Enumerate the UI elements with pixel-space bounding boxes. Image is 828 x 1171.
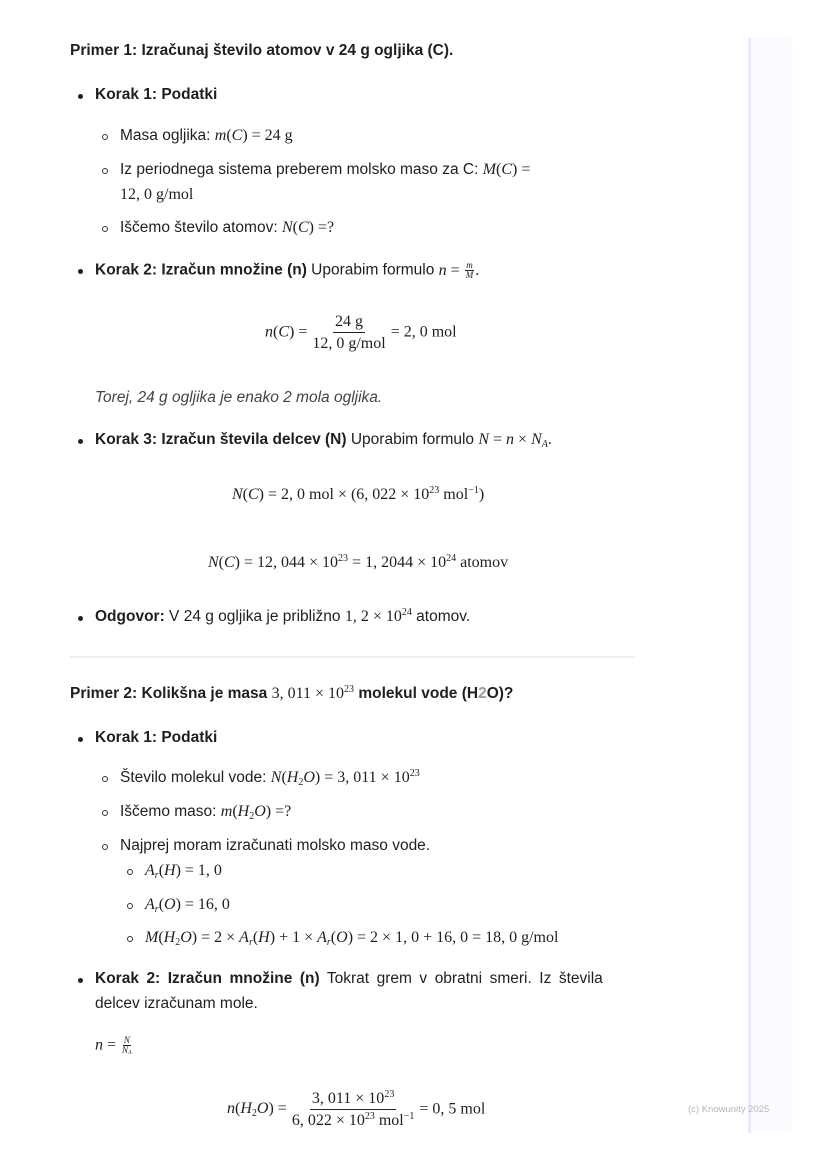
watermark: (c) Knowunity 2025 — [688, 1104, 770, 1115]
example2-molar-mass-calc: $M(H_2O) = 2 \times A_r(H) + 1 \times A_r(O) = 2 \times 1$, 0 + 16, 0 = 18, 0 g/mol — [145, 929, 559, 948]
math: N(C) =? — [281, 219, 335, 236]
example1-step1-label: Korak 1: Podatki — [95, 86, 218, 103]
item-text: Masa ogljika: — [120, 127, 215, 144]
answer-math: 1, $2 \times 10^{24}$ — [344, 607, 412, 625]
item-text: Iz periodnega sistema preberem molsko maso za C: — [120, 161, 483, 178]
math: M(C) = — [482, 161, 531, 178]
example2-molecules-item: Število molekul vode: $N(H_2O) = 3$, $011 \times 10^{23}$ — [120, 768, 420, 788]
example2-ar-h: $A_r(H) = 1$, 0 — [145, 862, 222, 881]
section-divider — [70, 656, 635, 658]
item-text: Iščemo število atomov: — [120, 219, 282, 236]
step-label: Korak 2: Izračun množine (n) — [95, 261, 307, 279]
example2-formula-n: n = $\frac{N}{N_A}$ — [95, 1035, 132, 1057]
side-panel — [748, 38, 793, 1133]
example2-step2-line2: delcev izračunam mole. — [95, 995, 258, 1012]
example1-molar-mass-value: 12, 0 g/mol — [120, 186, 194, 203]
example1-mass-item — [120, 127, 293, 145]
example1-note: Torej, 24 g ogljika je enako 2 mola ogljika. — [95, 389, 383, 406]
example2-title: Primer 2: Kolikšna je masa 3, $011 \times 10^{23}$ molekul vode (H2O)? — [70, 684, 514, 702]
example2-step2: Korak 2: Izračun množine (n) Tokrat grem v obratni smeri. Iz števila — [95, 970, 635, 988]
example1-step3 — [95, 431, 552, 449]
example1-unknown-item — [120, 219, 334, 237]
example1-molar-mass-item — [120, 161, 530, 179]
step-label: Korak 3: Izračun števila delcev (N) — [95, 431, 347, 448]
example1-step2 — [95, 261, 479, 281]
example2-ar-o: $A_r(O) = 16$, 0 — [145, 896, 230, 915]
formula: $N = n \times N_A$. — [478, 431, 552, 450]
example1-equation-N1: N(C) = 2, 0 mol × (6, $022 \times 10^{23}$ mol$^{-1}$) — [232, 485, 485, 503]
example2-unknown-item: Iščemo maso: $m(H_2O)$ =? — [120, 803, 292, 822]
example1-equation-N2: N(C) = 12, $044 \times 10^{23} = 1$, $2044 \times 10^{24}$ atomov — [208, 553, 509, 571]
step-text: Uporabim formulo — [346, 431, 479, 448]
answer-text: V 24 g ogljika je približno — [164, 608, 345, 625]
example1-equation-n: n(C) = $\frac{24 g}{\text{12, 0 g/mol}}$ = 2, 0 mol — [265, 313, 457, 353]
example2-step1-label: Korak 1: Podatki — [95, 729, 218, 746]
formula: n = $\frac{m}{M}$ . — [438, 260, 480, 281]
example1-title: Primer 1: Izračunaj število atomov v 24 g ogljika (C). — [70, 42, 454, 59]
example2-equation-n: $n(H_2O)$ = $\frac{3, 011 \times 10^{23}}{6, 022 \times 10^{23} mol^{-1}}$ = 0, 5 mol — [227, 1089, 486, 1130]
math: m(C) = 24 g — [214, 127, 293, 144]
example2-molar-mass-item: Najprej moram izračunati molsko maso vode. — [120, 837, 431, 854]
example1-answer: Odgovor: V 24 g ogljika je približno 1, $2 \times 10^{24}$ atomov. — [95, 607, 471, 625]
step-text: Uporabim formulo — [306, 261, 439, 279]
answer-label: Odgovor: — [95, 608, 165, 625]
